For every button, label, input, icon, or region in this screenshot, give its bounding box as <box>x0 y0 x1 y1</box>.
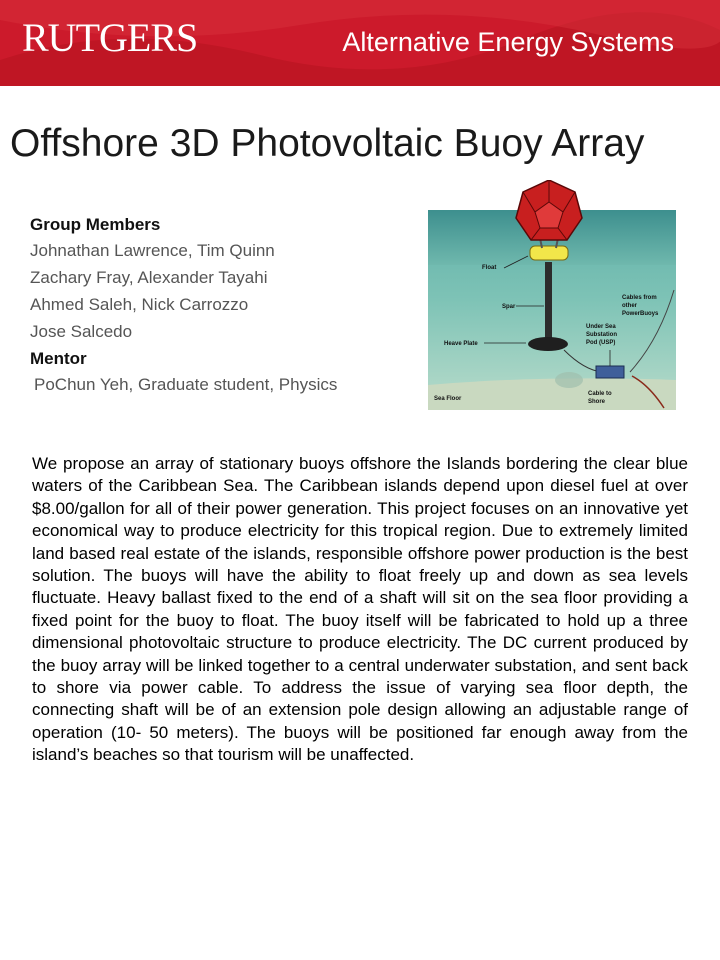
heave-plate <box>528 337 568 351</box>
spar <box>545 262 552 342</box>
label-cables: other <box>622 303 637 309</box>
label-float: Float <box>482 265 497 271</box>
mentor-name: PoChun Yeh, Graduate student, Physics <box>34 375 338 394</box>
buoy-shadow <box>555 372 583 388</box>
label-heave-plate: Heave Plate <box>444 341 478 347</box>
project-description: We propose an array of stationary buoys offshore the Islands bordering the clear blue waters of the Caribbean Sea. The Caribbean islands depend upon diesel fuel at over $8.00/gallon for all of their power generation. This project focuses on an innovative yet economical way to produce electricity for this tropical region. Due to extremely limited land based real estate of the islands, responsible offshore power production is the best solution. The buoys will have the ability to float freely up and down as sea levels fluctuate. Heavy ballast fixed to the end of a shaft will sit on the sea floor providing a fixed point for the buoy to float. The buoy itself will be fabricated to hold up a three dimensional photovoltaic structure to produce electricity. The DC current produced by the buoy array will be linked together to a central underwater substation, and sent back to shore via power cable. To address the issue of varying sea floor depth, the connecting shaft will be of an extension pole design allowing an adjustable range of operation (10- 50 meters). The buoys will be positioned far enough away from the island’s beaches so that tourism will be unaffected. <box>32 454 688 765</box>
member-line: Zachary Fray, Alexander Tayahi <box>30 268 268 287</box>
label-cable-to-shore: Cable to <box>588 391 612 397</box>
member-line: Johnathan Lawrence, Tim Quinn <box>30 241 275 260</box>
section-title: Alternative Energy Systems <box>342 27 674 57</box>
member-line: Jose Salcedo <box>30 322 133 341</box>
group-members-heading: Group Members <box>30 215 161 234</box>
label-usp: Pod (USP) <box>586 340 616 346</box>
label-usp: Substation <box>586 332 617 338</box>
label-spar: Spar <box>502 304 516 310</box>
label-cable-to-shore: Shore <box>588 399 606 405</box>
label-sea-floor: Sea Floor <box>434 396 462 402</box>
label-cables: Cables from <box>622 295 657 301</box>
label-cables: PowerBuoys <box>622 311 659 317</box>
float <box>530 246 568 260</box>
sea-floor <box>428 378 676 410</box>
buoy-diagram <box>424 180 676 410</box>
substation-pod <box>596 366 624 378</box>
header-banner <box>0 0 720 86</box>
mentor-heading: Mentor <box>30 349 87 368</box>
member-line: Ahmed Saleh, Nick Carrozzo <box>30 295 249 314</box>
label-usp: Under Sea <box>586 324 616 330</box>
rutgers-logo: RUTGERS <box>22 15 198 60</box>
page-title: Offshore 3D Photovoltaic Buoy Array <box>10 122 645 165</box>
group-members-section <box>30 215 410 402</box>
